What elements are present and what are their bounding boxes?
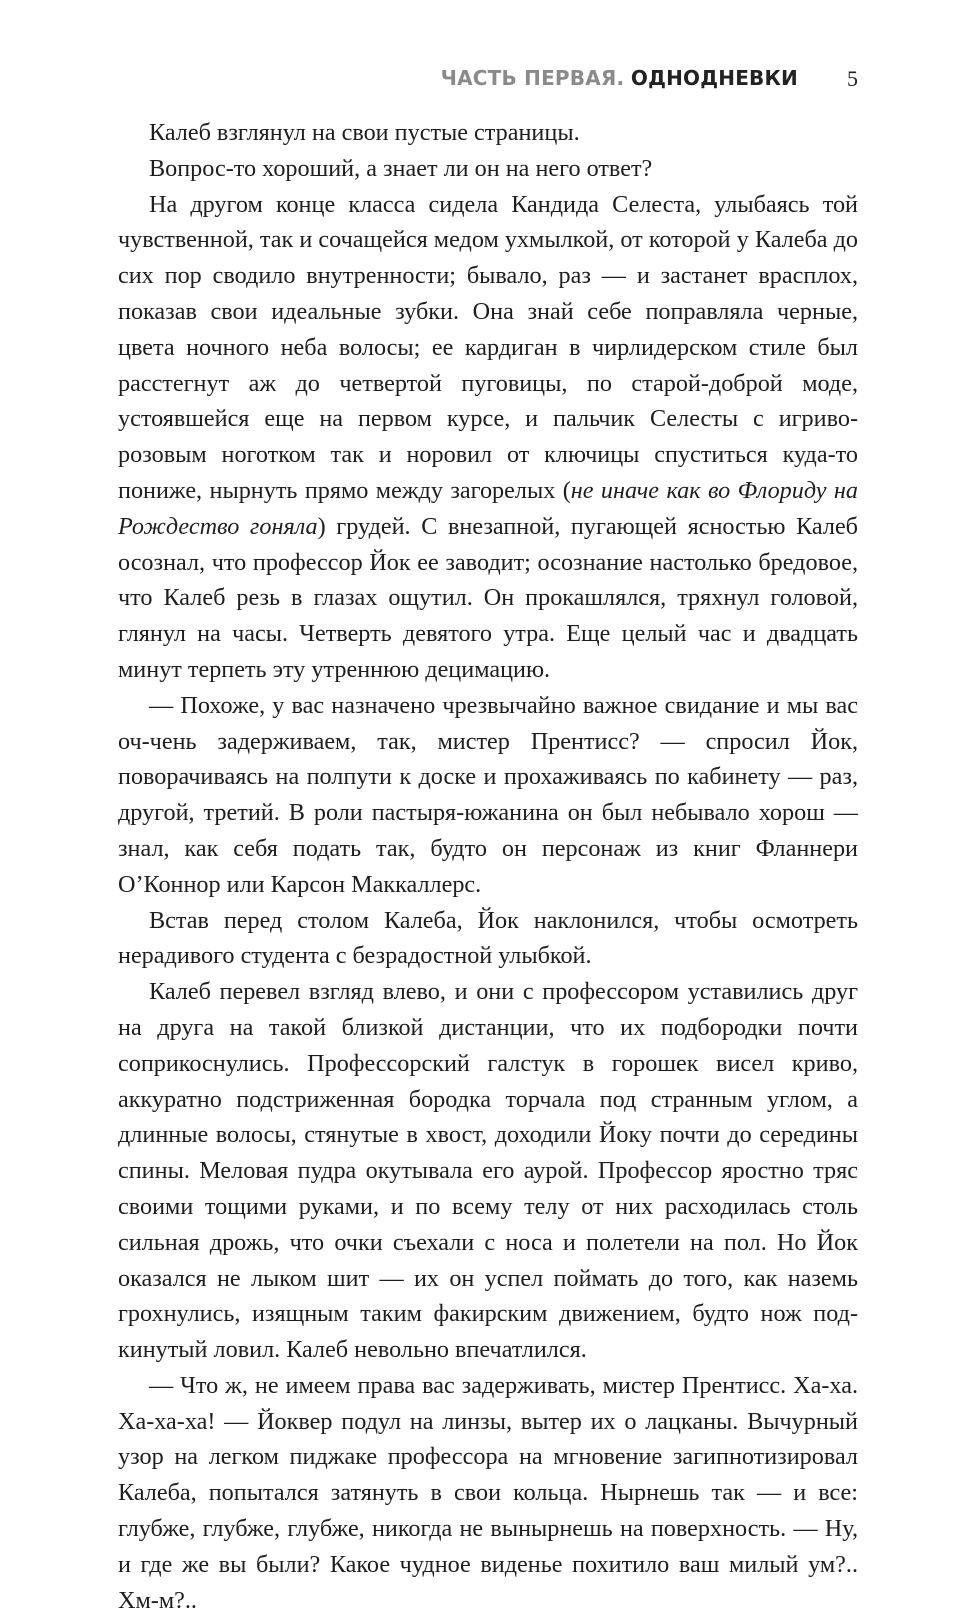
page-number: 5 <box>847 66 858 91</box>
paragraph: Вопрос-то хороший, а знает ли он на него ответ? <box>149 154 653 182</box>
paragraph: Калеб взглянул на свои пустые страницы. <box>149 119 580 146</box>
paragraph: Встав перед столом Калеба, Йок наклонился, чтобы осмотреть нерадивого студента с безрадостной улыбкой. <box>118 906 858 970</box>
paragraph-text: ) грудей. С внезапной, пугающей ясностью Калеб осознал, что профессор Йок ее заводит; осознание настолько бредовое, что Калеб резь в глазах ощутил. Он прокашлялся, тряхнул головой, глянул на часы. Четверть девятого утра. Еще целый час и двадцать минут терпеть эту утреннюю децимацию. <box>118 512 858 683</box>
paragraph <box>118 187 858 688</box>
running-head-part: ЧАСТЬ ПЕРВАЯ. <box>440 66 625 90</box>
body-text <box>118 115 858 1618</box>
paragraph-text: На другом конце класса сидела Кандида Селеста, улыбаясь той чувственной, так и сочащейся медом ухмылкой, от которой у Калеба до сих пор сводило внутренности; бывало, раз — и застанет врасплох, показав свои идеальные зубки. Она знай себе поправляла черные, цвета ночного неба волосы; ее кардиган в чирлидерском стиле был расстегнут аж до четвертой пуговицы, по старой-доброй моде, устоявшейся еще на первом курсе, и пальчик Селесты с игриво-розовым ноготком так и норовил от ключицы спуститься куда-то пониже, нырнуть прямо между загорелых ( <box>118 190 858 504</box>
running-head-chapter: ОДНОДНЕВКИ <box>630 66 798 90</box>
paragraph: — Похоже, у вас назначено чрезвычайно важное свидание и мы вас оч-чень задерживаем, так, мистер Прентисс? — спросил Йок, поворачиваясь на полпути к доске и прохаживаясь по кабинету — раз, другой, третий. В роли пастыря-южанина он был небывало хорош — знал, как себя подать так, будто он персонаж из книг Фланнери О’Коннор или Карсон Маккаллерс. <box>118 691 858 898</box>
italic-aside: не иначе как во Флориду на Рождество гоняла <box>118 476 858 540</box>
paragraph: Калеб перевел взгляд влево, и они с профессором уставились друг на друга на такой близкой дистанции, что их подбородки почти соприкоснулись. Профессорский галстук в горошек висел криво, аккуратно подстриженная бородка торчала под странным углом, а длинные волосы, стянутые в хвост, доходили Йоку почти до середины спины. Меловая пудра окутывала его аурой. Профессор яростно тряс своими тощими руками, и по всему телу от них расходилась столь сильная дрожь, что очки съехали с носа и полетели на пол. Но Йок оказался не лыком шит — их он успел поймать до того, как наземь грохнулись, изящным таким факирским движением, будто нож подкинутый ловил. Калеб невольно впечатлился. <box>118 978 858 1364</box>
paragraph: — Что ж, не имеем права вас задерживать, мистер Прентисс. Ха-ха. Ха-ха-ха! — Йоквер подул на линзы, вытер их о лацканы. Вычурный узор на легком пиджаке профессора на мгновение загипнотизировал Калеба, попытался затянуть в свои кольца. Нырнешь так — и все: глубже, глубже, глубже, никогда не вынырнешь на поверхность. — Ну, и где же вы были? Какое чудное виденье похитило ваш милый ум?.. Хм-м?.. <box>118 1371 858 1614</box>
running-head <box>441 66 798 90</box>
